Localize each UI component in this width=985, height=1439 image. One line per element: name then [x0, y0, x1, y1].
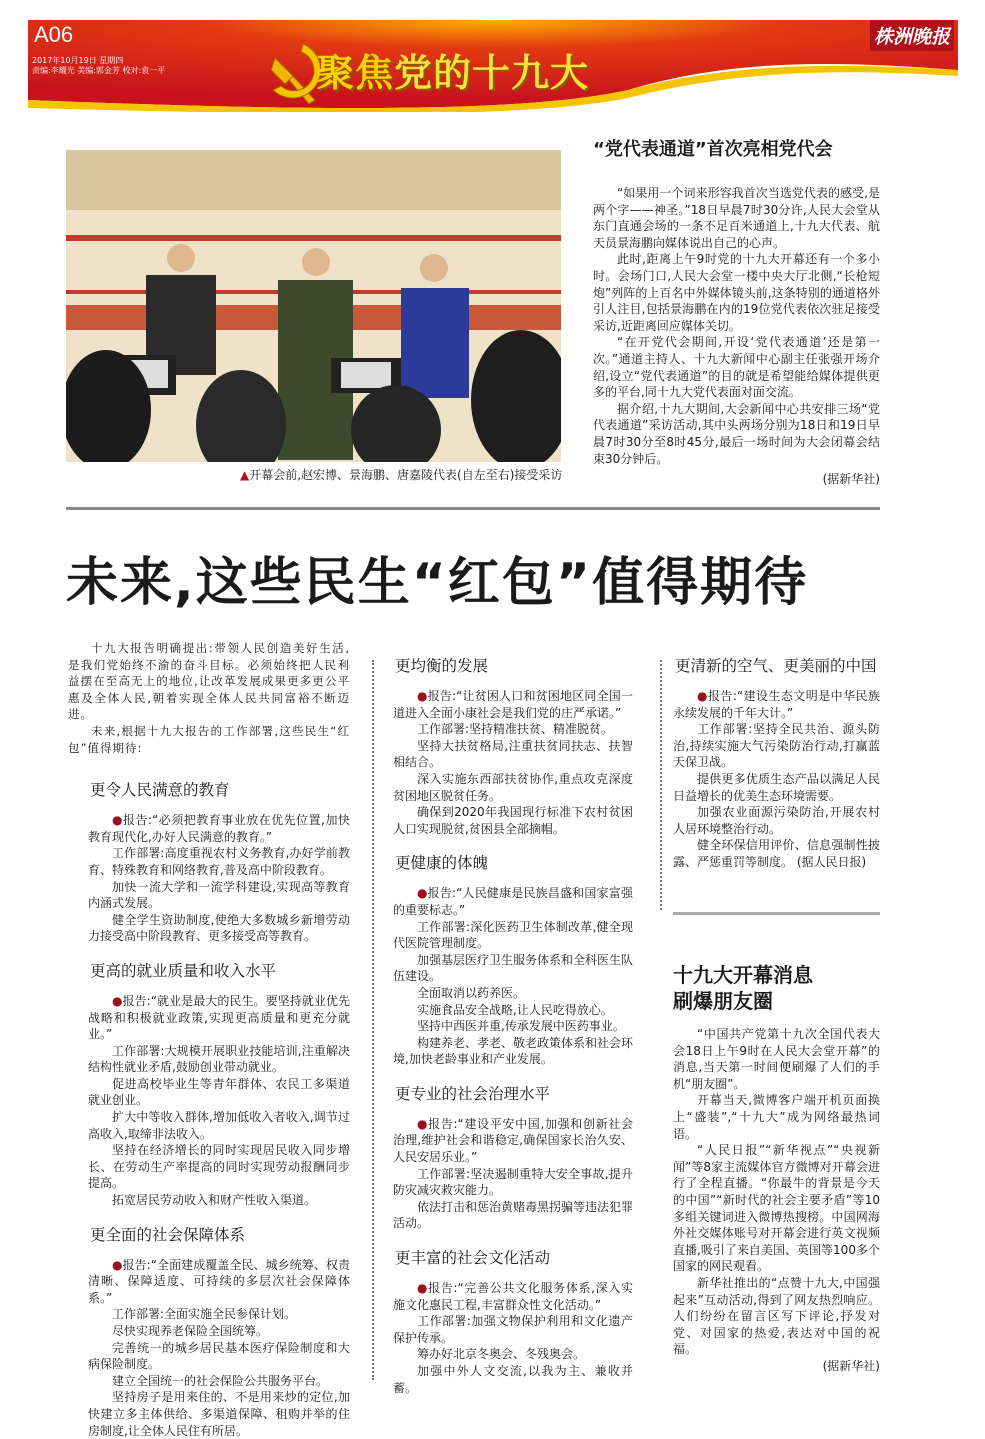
paragraph: 确保到2020年我国现行标准下农村贫困人口实现脱贫,贫困县全部摘帽。 — [393, 805, 633, 836]
top-article-body — [593, 185, 880, 488]
paragraph: 扩大中等收入群体,增加低收入者收入,调节过高收入,取缔非法收入。 — [88, 1110, 350, 1141]
article-source: (据新华社) — [822, 1358, 880, 1373]
paragraph: 构建养老、孝老、敬老政策体系和社会环境,加快老龄事业和产业发展。 — [393, 1035, 634, 1067]
section-heading: 更丰富的社会文化活动 — [395, 1249, 551, 1268]
paragraph: 深入实施东西部扶贫协作,重点攻克深度贫困地区脱贫任务。 — [393, 771, 633, 803]
report-quote: ●报告:“建设平安中国,加强和创新社会治理,维护社会和谐稳定,确保国家长治久安、人民安居乐业。” — [393, 1116, 633, 1165]
report-quote: ●报告:“建设生态文明是中华民族永续发展的千年大计。” — [673, 689, 880, 720]
paragraph: 尽快实现养老保险全国统筹。 — [112, 1324, 269, 1338]
report-quote: ●报告:“就业是最大的民生。要坚持就业优先战略和积极就业政策,实现更高质量和更充分就业。” — [88, 993, 350, 1042]
report-quote: ●报告:“全面建成覆盖全民、城乡统筹、权责清晰、保障适度、可持续的多层次社会保障体系。” — [88, 1257, 350, 1305]
section-heading: 更全面的社会保障体系 — [90, 1225, 246, 1244]
paragraph: “在开党代会期间,开设‘党代表通道’还是第一次。”通道主持人、十九大新闻中心副主任张强开场介绍,设立“党代表通道”的目的就是希望能给媒体提供更多的平台,同十九大党代表面对面交流。 — [593, 335, 880, 400]
main-headline: 未来,这些民生“红包”值得期待 — [66, 553, 809, 613]
paragraph: 开幕当天,微博客户端开机页面换上“盛装”,“十九大”成为网络最热词语。 — [673, 1093, 880, 1141]
paragraph: 坚持大扶贫格局,注重扶贫同扶志、扶智相结合。 — [393, 738, 633, 770]
paragraph: 依法打击和惩治黄赌毒黑拐骗等违法犯罪活动。 — [393, 1199, 634, 1231]
divider — [66, 507, 880, 510]
column-2 — [393, 650, 633, 1396]
section-heading: 更均衡的发展 — [395, 657, 489, 675]
divider — [673, 912, 880, 915]
section-header-banner — [28, 20, 958, 112]
paragraph: 筹办好北京冬奥会、冬残奥会。 — [417, 1347, 586, 1362]
column-3 — [673, 650, 880, 871]
paragraph: 促进高校毕业生等青年群体、农民工多渠道就业创业。 — [88, 1076, 350, 1108]
paragraph: 拓宽居民劳动收入和财产性收入渠道。 — [112, 1193, 317, 1208]
paragraph: 坚持中西医并重,传承发展中医药事业。 — [417, 1019, 625, 1034]
paragraph: 未来,根据十九大报告的工作部署,这些民生“红包”值得期待: — [68, 723, 350, 755]
intro — [68, 640, 350, 756]
side-article-title: 十九大开幕消息 刷爆朋友圈 — [673, 963, 813, 1013]
section-heading: 更令人民满意的教育 — [90, 781, 230, 800]
section-title: 聚焦党的十九大 — [316, 51, 590, 95]
report-quote: ●报告:“完善公共文化服务体系,深入实施文化惠民工程,丰富群众性文化活动。” — [393, 1281, 633, 1312]
section-heading: 更专业的社会治理水平 — [395, 1084, 551, 1103]
report-quote: ●报告:“让贫困人口和贫困地区同全国一道进入全面小康社会是我们党的庄严承诺。” — [393, 689, 633, 720]
paragraph: 十九大报告明确提出:带领人民创造美好生活,是我们党始终不渝的奋斗目标。必须始终把人民利益摆在至高无上的地位,让改革发展成果更多更公平惠及全体人民,朝着实现全体人民共同富裕不断迈进。 — [68, 641, 350, 722]
page-meta — [32, 56, 165, 76]
news-photo — [66, 150, 561, 462]
column-divider — [372, 660, 374, 1380]
editor-credits: 责编:李耀光 美编:郭金芳 校对:袁一平 — [32, 66, 166, 75]
side-article-body — [673, 1026, 880, 1374]
report-quote: ●报告:“人民健康是民族昌盛和国家富强的重要标志。” — [393, 886, 633, 917]
top-article-title: “党代表通道”首次亮相党代会 — [593, 139, 833, 160]
report-quote: ●报告:“必须把教育事业放在优先位置,加快教育现代化,办好人民满意的教育。” — [88, 813, 350, 844]
section-heading: 更高的就业质量和收入水平 — [90, 961, 277, 980]
paragraph: 工作部署:全面实施全民参保计划。 — [112, 1307, 297, 1322]
paragraph: 工作部署:坚持精准扶贫、精准脱贫。 — [417, 722, 614, 737]
paragraph: 实施食品安全战略,让人民吃得放心。 — [417, 1002, 613, 1017]
paragraph: 新华社推出的“点赞十九大,中国强起来”互动活动,得到了网友热烈响应。人们纷纷在留言区写下评论,抒发对党、对国家的热爱,表达对中国的祝福。 — [673, 1275, 880, 1357]
paragraph: 坚持房子是用来住的、不是用来炒的定位,加快建立多主体供给、多渠道保障、租购并举的住房制度,让全体人民住有所居。 — [88, 1390, 350, 1438]
paragraph: 加强基层医疗卫生服务体系和全科医生队伍建设。 — [393, 952, 634, 984]
photo-illustration — [66, 150, 561, 462]
paragraph: 工作部署:大规模开展职业技能培训,注重解决结构性就业矛盾,鼓励创业带动就业。 — [88, 1043, 350, 1075]
paragraph: “人民日报”“新华视点”“央视新闻”等8家主流媒体官方微博对开幕会进行了全程直播。“你最牛的背景是今天的中国”“新时代的社会主要矛盾”等10多组关键词进入微博热搜榜。中国网海外社交媒体账号对开幕会进行英文视频直播,吸引了来自美国、英国等100多个国家的网民观看。 — [673, 1143, 880, 1274]
section-heading: 更清新的空气、更美丽的中国 — [675, 657, 877, 675]
column-1 — [68, 640, 350, 1439]
paragraph: 此时,距离上午9时党的十九大开幕还有一个多小时。会场门口,人民大会堂一楼中央大厅北侧,“长枪短炮”列阵的上百名中外媒体镜头前,这条特别的通道格外引人注目,包括景海鹏在内的19位党代表依次驻足接受采访,近距离回应媒体关切。 — [593, 252, 880, 333]
paragraph: 提供更多优质生态产品以满足人民日益增长的优美生态环境需要。 — [673, 771, 880, 803]
paragraph: “中国共产党第十九次全国代表大会18日上午9时在人民大会堂开幕”的消息,当天第一时间便刷爆了人们的手机“朋友圈”。 — [673, 1027, 880, 1091]
paragraph: 坚持在经济增长的同时实现居民收入同步增长、在劳动生产率提高的同时实现劳动报酬同步提高。 — [88, 1143, 350, 1191]
column-divider — [660, 660, 662, 910]
paragraph: 工作部署:坚持全民共治、源头防治,持续实施大气污染防治行动,打赢蓝天保卫战。 — [673, 722, 880, 770]
paragraph: 建立全国统一的社会保险公共服务平台。 — [112, 1373, 329, 1388]
paragraph: 工作部署:坚决遏制重特大安全事故,提升防灾减灾救灾能力。 — [393, 1166, 633, 1198]
paragraph: 加强中外人文交流,以我为主、兼收并蓄。 — [393, 1364, 633, 1395]
paragraph: “如果用一个词来形容我首次当选党代表的感受,是两个字——神圣。”18日早晨7时30分许,人民大会堂从东门直通会场的一条不足百米通道上,十九大代表、航天员景海鹏向媒体说出自己的心声。 — [593, 186, 880, 250]
paragraph: 全面取消以药养医。 — [417, 985, 526, 1000]
paragraph: 据介绍,十九大期间,大会新闻中心共安排三场“党代表通道”采访活动,其中头两场分别为18日和19日早晨7时30分至8时45分,最后一场时间为大会闭幕会结束30分钟后。 — [593, 401, 880, 466]
paragraph: 工作部署:深化医药卫生体制改革,健全现代医院管理制度。 — [393, 919, 633, 951]
photo-caption: ▲开幕会前,赵宏博、景海鹏、唐嘉陵代表(自左至右)接受采访 — [240, 468, 563, 482]
article-source: (据新华社) — [822, 472, 880, 487]
paragraph: 加强农业面源污染防治,开展农村人居环境整治行动。 — [673, 805, 880, 836]
paragraph: 健全学生资助制度,使绝大多数城乡新增劳动力接受高中阶段教育、更多接受高等教育。 — [88, 912, 350, 944]
paragraph: 加快一流大学和一流学科建设,实现高等教育内涵式发展。 — [88, 879, 350, 911]
paragraph: 健全环保信用评价、信息强制性披露、严惩重罚等制度。 (据人民日报) — [673, 838, 880, 869]
paragraph: 完善统一的城乡居民基本医疗保险制度和大病保险制度。 — [88, 1340, 350, 1372]
page-number: A06 — [34, 22, 74, 47]
paragraph: 工作部署:高度重视农村义务教育,办好学前教育、特殊教育和网络教育,普及高中阶段教育。 — [88, 846, 350, 877]
issue-date: 2017年10月19日 星期四 — [32, 56, 124, 65]
newspaper-logo: 株洲晚报 — [870, 20, 954, 51]
section-heading: 更健康的体魄 — [395, 854, 489, 873]
paragraph: 工作部署:加强文物保护利用和文化遗产保护传承。 — [393, 1314, 633, 1345]
